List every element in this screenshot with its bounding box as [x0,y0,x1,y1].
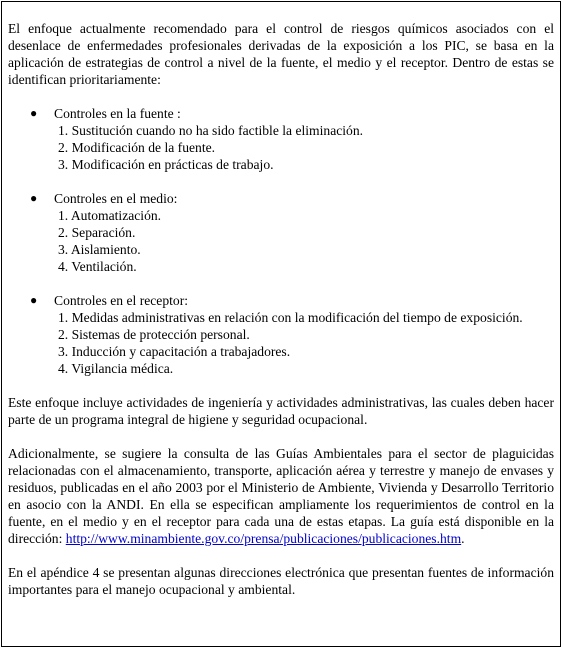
group-receptor [8,292,554,377]
list-item: 1. Medidas administrativas en relación con la modificación del tiempo de exposición. [58,310,523,325]
list-item: 2. Separación. [58,225,136,240]
list-item: 3. Inducción y capacitación a trabajadores. [58,344,291,359]
list-item: 4. Vigilancia médica. [58,361,174,376]
list-item: 1. Automatización. [58,208,162,223]
bullet-item [8,190,554,207]
group-fuente [8,105,554,173]
intro-paragraph: El enfoque actualmente recomendado para el control de riesgos químicos asociados con el desenlace de enfermedades profesionales derivadas de la exposición a los PIC, se basa en la aplicación de estrategias de control a nivel de la fuente, el medio y el receptor. Dentro de estas se identifican prioritariamente: [8,21,554,87]
bullet-icon: ● [30,106,38,120]
paragraph-appendix: En el apéndice 4 se presentan algunas direcciones electrónica que presentan fuentes de información importantes para el manejo ocupacional y ambiental. [8,565,554,597]
bullet-item [8,105,554,122]
group-medio [8,190,554,275]
guides-text: Adicionalmente, se sugiere la consulta de las Guías Ambientales para el sector de plaguicidas relacionadas con el almacenamiento, transporte, aplicación aérea y terrestre y manejo de envases y residuos, publicadas en el año 2003 por el Ministerio de Ambiente, Vivienda y Desarrollo Territorio en asocio con la ANDI. En ella se especifican ampliamente los requerimientos de control en la fuente, en el medio y en el receptor para cada una de estas etapas. La guía está disponible en la dirección: [8,446,554,546]
bullet-icon: ● [30,191,38,205]
document-frame [1,1,561,647]
list-item: 4. Ventilación. [58,259,137,274]
guides-end: . [461,531,465,546]
group-title: Controles en el medio: [54,191,178,206]
list-item: 1. Sustitución cuando no ha sido factible la eliminación. [58,123,364,138]
guide-link[interactable]: http://www.minambiente.gov.co/prensa/publicaciones/publicaciones.htm [65,531,462,546]
list-item: 3. Modificación en prácticas de trabajo. [58,157,274,172]
group-title: Controles en la fuente : [54,106,181,121]
list-item: 3. Aislamiento. [58,242,141,257]
sub-list [8,122,554,173]
bullet-icon: ● [30,293,38,307]
sub-list [8,309,554,377]
paragraph-guides [8,445,554,547]
paragraph-engineering: Este enfoque incluye actividades de ingeniería y actividades administrativas, las cuales deben hacer parte de un programa integral de higiene y seguridad ocupacional. [8,395,554,427]
list-item: 2. Sistemas de protección personal. [58,327,250,342]
sub-list [8,207,554,275]
group-title: Controles en el receptor: [54,293,188,308]
list-item: 2. Modificación de la fuente. [58,140,216,155]
bullet-item [8,292,554,309]
